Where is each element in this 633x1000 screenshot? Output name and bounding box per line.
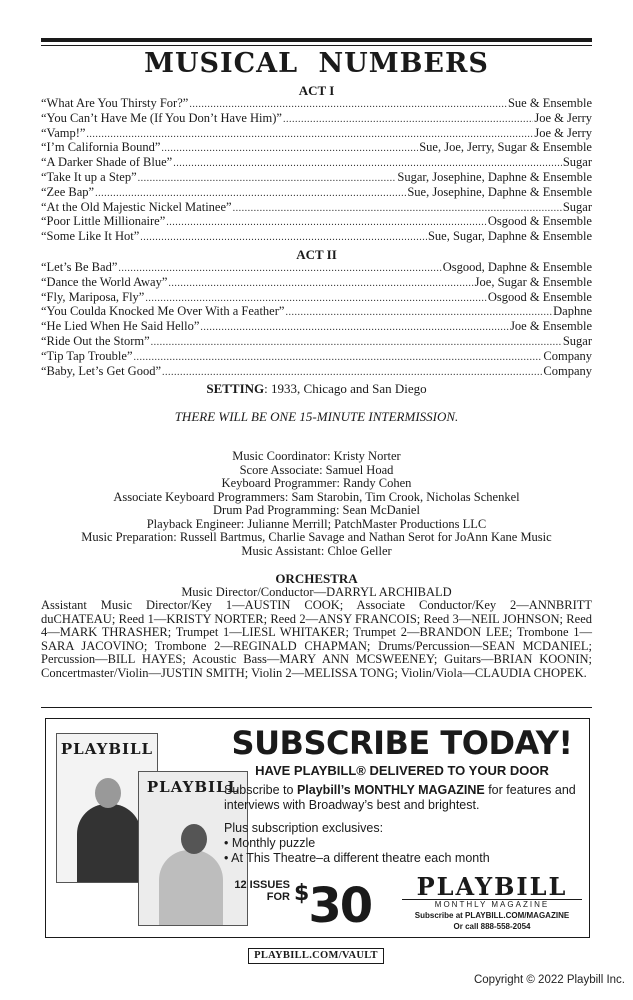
act-1-heading: ACT I: [298, 83, 335, 98]
leader-dots: [189, 98, 507, 112]
song-performers: Sugar, Josephine, Daphne & Ensemble: [397, 169, 592, 184]
song-row: [41, 201, 592, 216]
song-performers: Joe & Jerry: [534, 110, 592, 125]
intermission-note: THERE WILL BE ONE 15-MINUTE INTERMISSION.: [174, 409, 459, 424]
song-performers: Sugar: [562, 155, 592, 170]
setting-label: SETTING: [206, 381, 265, 396]
credit-line: Music Coordinator: Kristy Norter: [232, 449, 401, 463]
song-performers: Osgood & Ensemble: [487, 214, 592, 229]
playbill-logo: PLAYBILL: [416, 872, 568, 901]
song-row: [41, 350, 592, 365]
song-performers: Osgood & Ensemble: [487, 289, 592, 304]
ad-bullet-puzzle: • Monthly puzzle: [224, 836, 316, 850]
song-performers: Sugar: [562, 199, 592, 214]
subscribe-link[interactable]: Subscribe at PLAYBILL.COM/MAGAZINE: [414, 911, 570, 920]
song-row: [41, 320, 592, 335]
leader-dots: [138, 172, 397, 186]
leader-dots: [134, 351, 543, 365]
ad-price: [294, 869, 372, 934]
monthly-magazine-tagline: MONTHLY MAGAZINE: [402, 899, 582, 910]
top-rule-thin: [41, 45, 592, 46]
song-row: [41, 186, 592, 201]
song-title: “Tip Tap Trouble”: [41, 348, 133, 363]
ad-exclusives-title: Plus subscription exclusives:: [224, 821, 384, 835]
cover-figure: [77, 804, 141, 883]
act-2-song-list: [41, 261, 592, 379]
song-row: [41, 365, 592, 380]
song-row: [41, 335, 592, 350]
ad-subheadline: HAVE PLAYBILL® DELIVERED TO YOUR DOOR: [255, 763, 549, 778]
cover-face-2: [181, 824, 207, 854]
cover-figure-2: [159, 850, 223, 926]
song-title: “Let’s Be Bad”: [41, 260, 118, 274]
credit-line: Music Preparation: Russell Bartmus, Charlie Savage and Nathan Serot for JoAnn Kane Music: [81, 530, 552, 544]
song-performers: Sue, Joe, Jerry, Sugar & Ensemble: [419, 140, 592, 155]
music-credits: [41, 450, 592, 558]
ad-desc-bold: Playbill’s MONTHLY MAGAZINE: [296, 783, 485, 797]
copyright-notice: Copyright © 2022 Playbill Inc.: [473, 974, 625, 986]
ad-exclusives: [224, 821, 584, 866]
song-row: [41, 215, 592, 230]
ad-price-currency: $: [294, 881, 308, 906]
magazine-cover-title: PLAYBILL: [60, 740, 154, 758]
ad-issues-label: 12 ISSUES FOR: [234, 879, 290, 903]
credit-line: Music Assistant: Chloe Geller: [241, 543, 392, 558]
song-title: “Zee Bap”: [41, 184, 95, 199]
song-title: “Take It up a Step”: [41, 169, 137, 184]
song-performers: Sue, Josephine, Daphne & Ensemble: [407, 184, 592, 199]
song-title: “What Are You Thirsty For?”: [41, 96, 189, 110]
song-performers: Joe, Sugar & Ensemble: [474, 274, 592, 289]
magazine-cover-title-2: PLAYBILL: [146, 778, 240, 796]
orchestra-heading: ORCHESTRA: [275, 571, 358, 586]
song-row: [41, 127, 592, 142]
ad-headline: SUBSCRIBE TODAY!: [231, 724, 573, 762]
leader-dots: [118, 262, 441, 276]
setting-line: [41, 381, 592, 396]
ad-desc-pre: Subscribe to: [224, 783, 297, 797]
song-row: [41, 276, 592, 291]
credit-line: Playback Engineer: Julianne Merrill; PatchMaster Productions LLC: [146, 516, 487, 531]
ad-price-value: 30: [308, 878, 372, 934]
song-row: [41, 261, 592, 276]
credit-line: Keyboard Programmer: Randy Cohen: [221, 476, 412, 490]
song-title: “Ride Out the Storm”: [41, 333, 150, 348]
subscribe-phone: Or call 888-558-2054: [453, 922, 531, 931]
leader-dots: [151, 336, 562, 350]
credit-line: Associate Keyboard Programmers: Sam Starobin, Tim Crook, Nicholas Schenkel: [113, 489, 520, 504]
act-2-heading: ACT II: [296, 247, 337, 262]
song-row: [41, 156, 592, 171]
setting-text: : 1933, Chicago and San Diego: [264, 381, 427, 396]
song-row: [41, 97, 592, 112]
song-row: [41, 171, 592, 186]
section-divider: [41, 707, 592, 708]
song-title: “A Darker Shade of Blue”: [41, 155, 173, 170]
song-performers: Joe & Ensemble: [510, 319, 592, 334]
song-row: [41, 141, 592, 156]
song-row: [41, 291, 592, 306]
song-row: [41, 112, 592, 127]
song-performers: Daphne: [553, 304, 592, 319]
song-title: “Baby, Let’s Get Good”: [41, 363, 161, 378]
ad-description: [224, 783, 584, 813]
leader-dots: [285, 306, 552, 320]
song-title: “He Lied When He Said Hello”: [41, 319, 200, 334]
song-title: “Poor Little Millionaire”: [41, 214, 166, 229]
song-performers: Sue, Sugar, Daphne & Ensemble: [427, 229, 592, 244]
leader-dots: [161, 142, 418, 156]
act-1-song-list: [41, 97, 592, 245]
song-title: “Dance the World Away”: [41, 274, 168, 289]
orchestra-members: Assistant Music Director/Key 1—AUSTIN COOK; Associate Conductor/Key 2—ANNBRITT duCHATEAU; Reed 1—KRISTY NORTER; Reed 2—ANSY FRANCOIS; Reed 3—NEIL JOHNSON; Reed 4—MARK THRASHER; Trumpet 1—LIESL WHITAKER; Trumpet 2—BRANDON LEE; Trombone 1—SARA JACOVINO; Trombone 2—REGINALD CHAPMAN; Drums/Percussion—SEAN MCDANIEL; Percussion—BILL HAYES; Acoustic Bass—MARY ANN MCSWEENEY; Guitars—BRIAN KOONIN; Concertmaster/Violin—JUSTIN SMITH; Violin 2—MELISSA TONG; Violin/Viola—CLAUDIA CHOPEK.: [41, 598, 592, 680]
orchestra-director: Music Director/Conductor—DARRYL ARCHIBALD: [181, 585, 452, 599]
leader-dots: [283, 113, 533, 127]
leader-dots: [95, 187, 406, 201]
vault-link[interactable]: PLAYBILL.COM/VAULT: [248, 948, 384, 964]
song-performers: Osgood, Daphne & Ensemble: [442, 260, 592, 274]
ad-bullet-theatre: • At This Theatre–a different theatre each month: [224, 851, 490, 865]
song-title: “Vamp!”: [41, 125, 86, 140]
cover-face: [95, 778, 121, 808]
song-performers: Company: [543, 363, 592, 378]
leader-dots: [200, 321, 509, 335]
credit-line: Drum Pad Programming: Sean McDaniel: [213, 503, 420, 517]
song-title: “You Can’t Have Me (If You Don’t Have Him)”: [41, 110, 282, 125]
top-rule-thick: [41, 38, 592, 42]
credit-line: Score Associate: Samuel Hoad: [239, 462, 394, 477]
song-row: [41, 230, 592, 245]
song-performers: Sugar: [562, 333, 592, 348]
subscription-ad[interactable]: [45, 718, 590, 938]
leader-dots: [233, 202, 562, 216]
song-title: “Fly, Mariposa, Fly”: [41, 289, 145, 304]
song-performers: Joe & Jerry: [534, 125, 592, 140]
song-title: “You Coulda Knocked Me Over With a Feather”: [41, 304, 285, 319]
song-performers: Sue & Ensemble: [507, 96, 592, 110]
song-title: “I’m California Bound”: [41, 140, 161, 155]
song-performers: Company: [543, 348, 592, 363]
ad-desc-post: for features and interviews with Broadway’s best and brightest.: [224, 783, 576, 812]
leader-dots: [140, 231, 427, 245]
song-title: “Some Like It Hot”: [41, 229, 140, 244]
leader-dots: [145, 292, 486, 306]
leader-dots: [86, 128, 533, 142]
leader-dots: [173, 157, 562, 171]
leader-dots: [166, 216, 487, 230]
leader-dots: [162, 366, 542, 380]
leader-dots: [168, 277, 473, 291]
page-title: MUSICAL NUMBERS: [144, 48, 489, 79]
song-row: [41, 305, 592, 320]
song-title: “At the Old Majestic Nickel Matinee”: [41, 199, 232, 214]
